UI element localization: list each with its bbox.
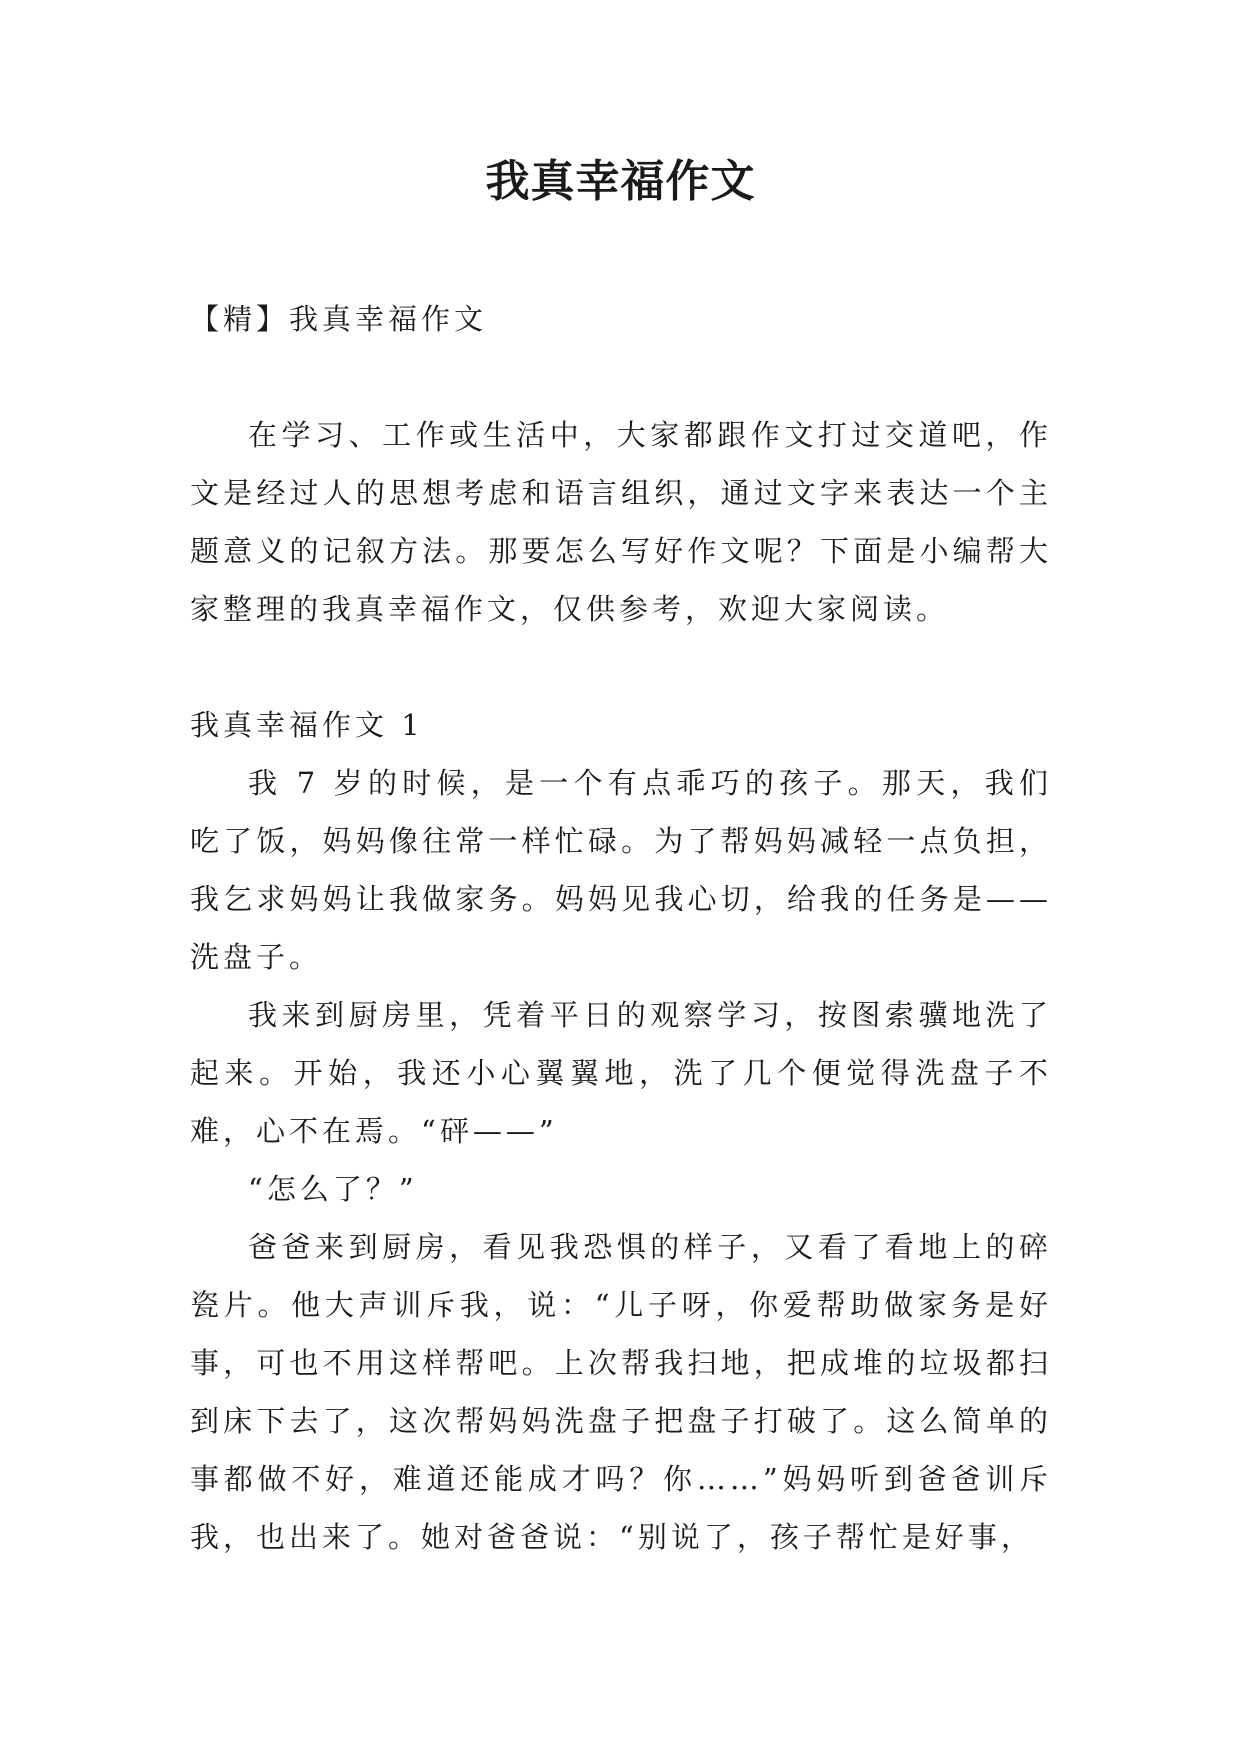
intro-paragraph: 在学习、工作或生活中，大家都跟作文打过交道吧，作文是经过人的思想考虑和语言组织，通过文字来表达一个主题意义的记叙方法。那要怎么写好作文呢？下面是小编帮大家整理的我真幸福作文，仅供参考，欢迎大家阅读。	[190, 418, 1052, 626]
body-paragraph: 爸爸来到厨房，看见我恐惧的样子，又看了看地上的碎瓷片。他大声训斥我，说：“儿子呀，你爱帮助做家务是好事，可也不用这样帮吧。上次帮我扫地，把成堆的垃圾都扫到床下去了，这次帮妈妈洗盘子把盘子打破了。这么简单的事都做不好，难道还能成才吗？你……”妈妈听到爸爸训斥我，也出来了。她对爸爸说：“别说了，孩子帮忙是好事，	[190, 1230, 1052, 1554]
body-paragraph: “怎么了？”	[248, 1172, 418, 1206]
document-title: 我真幸福作文	[485, 156, 756, 207]
document-body	[190, 290, 1052, 1566]
body-paragraph: 我 7 岁的时候，是一个有点乖巧的孩子。那天，我们吃了饭，妈妈像往常一样忙碌。为了帮妈妈减轻一点负担，我乞求妈妈让我做家务。妈妈见我心切，给我的任务是——洗盘子。	[190, 766, 1052, 974]
subtitle-line: 【精】我真幸福作文	[190, 302, 488, 336]
body-paragraph: 我来到厨房里，凭着平日的观察学习，按图索骥地洗了起来。开始，我还小心翼翼地，洗了几个便觉得洗盘子不难，心不在焉。“砰——”	[190, 998, 1052, 1148]
spacer	[190, 348, 1052, 406]
spacer	[190, 638, 1052, 696]
section-heading: 我真幸福作文 1	[190, 708, 424, 742]
